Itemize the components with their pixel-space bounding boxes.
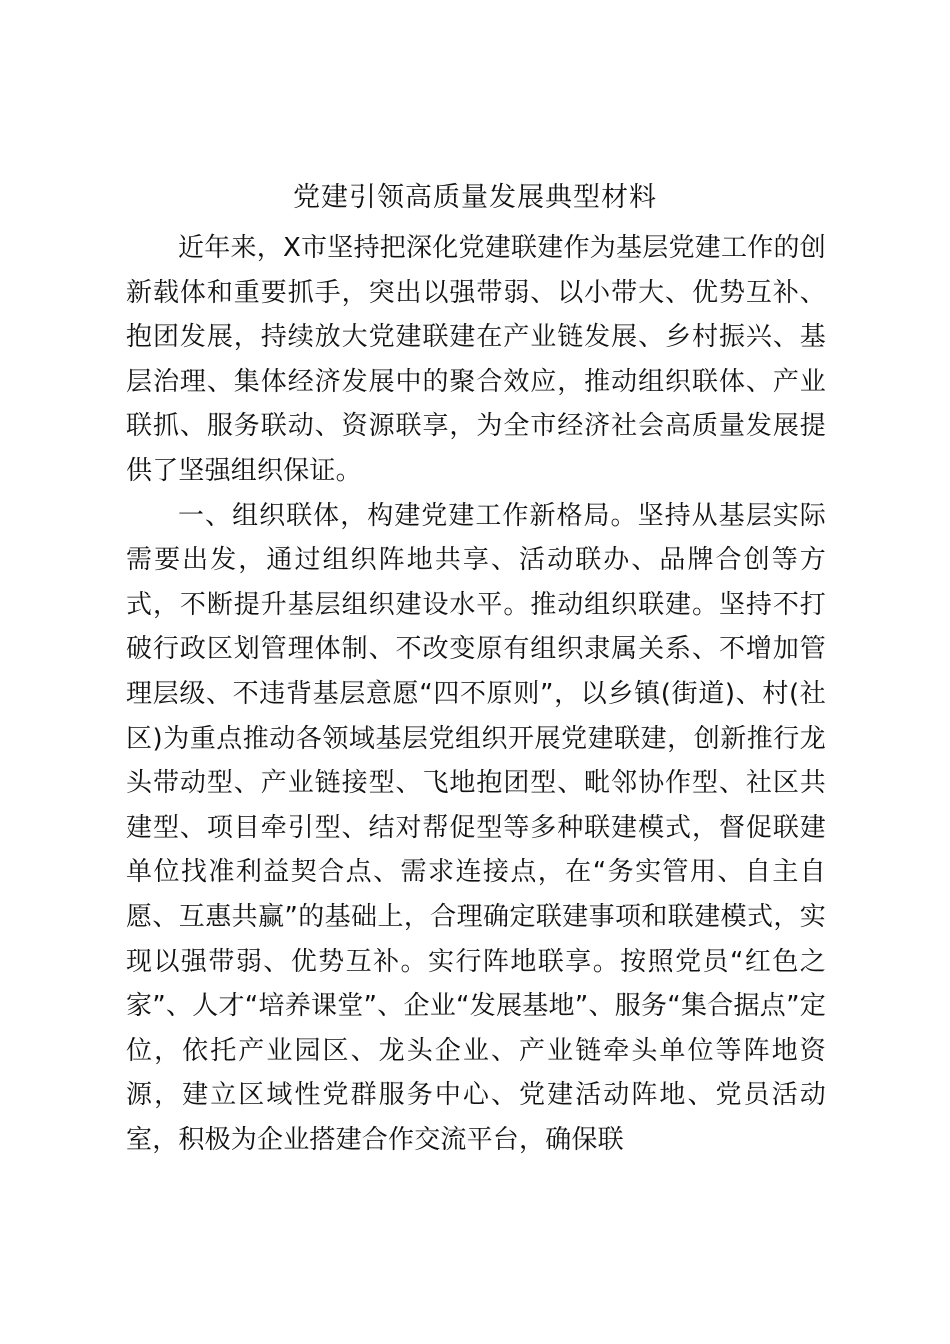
document-title: 党建引领高质量发展典型材料 bbox=[293, 182, 657, 213]
paragraph-intro: 近年来，X市坚持把深化党建联建作为基层党建工作的创新载体和重要抓手，突出以强带弱、以小带大、优势互补、抱团发展，持续放大党建联建在产业链发展、乡村振兴、基层治理、集体经济发展中的聚合效应，推动组织联体、产业联抓、服务联动、资源联享，为全市经济社会高质量发展提供了坚强组织保证。 bbox=[126, 233, 826, 486]
paragraph-section-one: 一、组织联体，构建党建工作新格局。坚持从基层实际需要出发，通过组织阵地共享、活动联办、品牌合创等方式，不断提升基层组织建设水平。推动组织联建。坚持不打破行政区划管理体制、不改变原有组织隶属关系、不增加管理层级、不违背基层意愿“四不原则”，以乡镇(街道)、村(社区)为重点推动各领域基层党组织开展党建联建，创新推行龙头带动型、产业链接型、飞地抱团型、毗邻协作型、社区共建型、项目牵引型、结对帮促型等多种联建模式，督促联建单位找准利益契合点、需求连接点，在“务实管用、自主自愿、互惠共赢”的基础上，合理确定联建事项和联建模式，实现以强带弱、优势互补。实行阵地联享。按照党员“红色之家”、人才“培养课堂”、企业“发展基地”、服务“集合据点”定位，依托产业园区、龙头企业、产业链牵头单位等阵地资源，建立区域性党群服务中心、党建活动阵地、党员活动室，积极为企业搭建合作交流平台，确保联 bbox=[126, 500, 826, 1155]
document-body bbox=[126, 226, 826, 1162]
